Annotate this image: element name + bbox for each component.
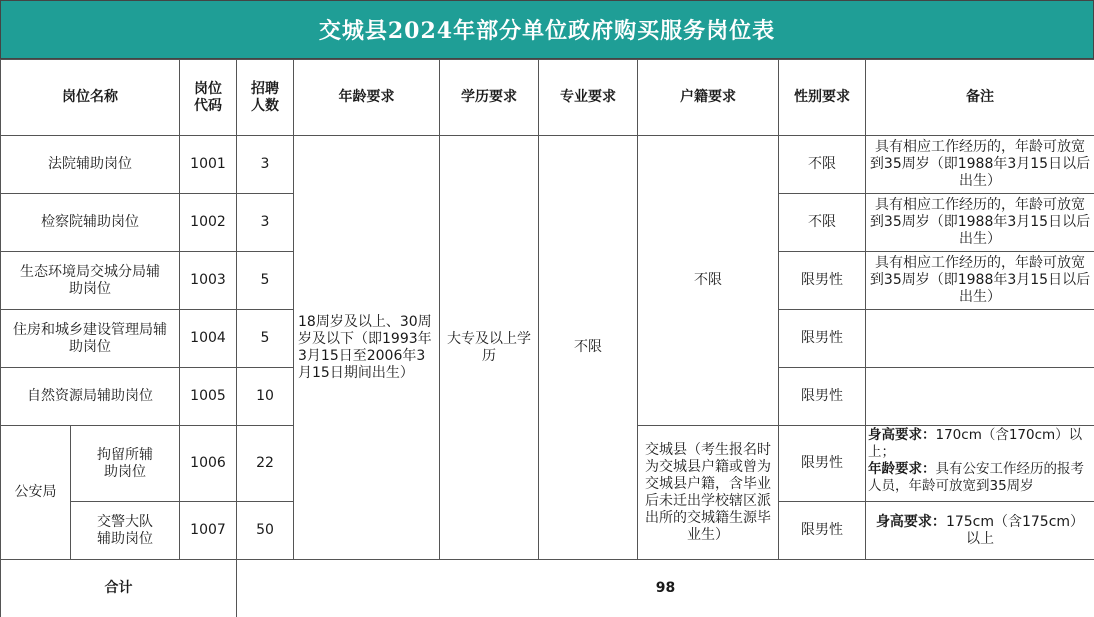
remark: 具有相应工作经历的，年龄可放宽到35周岁（即1988年3月15日以后出生） [866, 194, 1094, 252]
position-code: 1007 [180, 502, 237, 560]
header-code: 岗位代码 [180, 60, 237, 136]
remark: 具有相应工作经历的，年龄可放宽到35周岁（即1988年3月15日以后出生） [866, 252, 1094, 310]
hire-count: 22 [237, 426, 294, 502]
police-group-label: 公安局 [1, 426, 71, 560]
remark-text: 175cm（含175cm）以上 [945, 513, 1085, 547]
position-name: 住房和城乡建设管理局辅助岗位 [1, 310, 180, 368]
header-age: 年龄要求 [294, 60, 440, 136]
position-code: 1002 [180, 194, 237, 252]
position-name: 自然资源局辅助岗位 [1, 368, 180, 426]
position-code: 1003 [180, 252, 237, 310]
header-education: 学历要求 [440, 60, 539, 136]
gender-requirement: 限男性 [779, 502, 866, 560]
positions-table [0, 59, 1094, 617]
header-count: 招聘人数 [237, 60, 294, 136]
table-title: 交城县2024年部分单位政府购买服务岗位表 [0, 0, 1094, 59]
table-row [1, 136, 1094, 194]
hire-count: 3 [237, 136, 294, 194]
gender-requirement: 不限 [779, 136, 866, 194]
gender-requirement: 限男性 [779, 426, 866, 502]
position-name: 拘留所辅助岗位 [71, 426, 180, 502]
remark [866, 368, 1094, 426]
position-name: 法院辅助岗位 [1, 136, 180, 194]
header-gender: 性别要求 [779, 60, 866, 136]
major-requirement: 不限 [539, 136, 638, 560]
hukou-requirement-police: 交城县（考生报名时为交城县户籍或曾为交城县户籍，含毕业后未迁出学校辖区派出所的交城籍生源毕业生） [638, 426, 779, 560]
total-label: 合计 [1, 560, 237, 617]
remark [866, 426, 1094, 502]
remark-label: 身高要求： [868, 427, 936, 443]
position-name: 交警大队辅助岗位 [71, 502, 180, 560]
header-major: 专业要求 [539, 60, 638, 136]
remark [866, 310, 1094, 368]
position-name: 检察院辅助岗位 [1, 194, 180, 252]
position-code: 1001 [180, 136, 237, 194]
remark-label: 身高要求： [875, 513, 946, 530]
hire-count: 5 [237, 252, 294, 310]
position-code: 1004 [180, 310, 237, 368]
remark [866, 502, 1094, 560]
hire-count: 10 [237, 368, 294, 426]
gender-requirement: 限男性 [779, 310, 866, 368]
total-row [1, 560, 1094, 617]
position-code: 1005 [180, 368, 237, 426]
position-code: 1006 [180, 426, 237, 502]
education-requirement: 大专及以上学历 [440, 136, 539, 560]
header-remarks: 备注 [866, 60, 1094, 136]
hire-count: 50 [237, 502, 294, 560]
total-value: 98 [237, 560, 1094, 617]
gender-requirement: 限男性 [779, 368, 866, 426]
hire-count: 5 [237, 310, 294, 368]
position-name: 生态环境局交城分局辅助岗位 [1, 252, 180, 310]
gender-requirement: 限男性 [779, 252, 866, 310]
hire-count: 3 [237, 194, 294, 252]
hukou-requirement-general: 不限 [638, 136, 779, 426]
header-position-name: 岗位名称 [1, 60, 180, 136]
gender-requirement: 不限 [779, 194, 866, 252]
header-row [1, 60, 1094, 136]
remark-text: 具有公安工作经历的报考人员，年龄可放宽到35周岁 [868, 461, 1084, 494]
remark-label: 年龄要求： [868, 461, 936, 477]
age-requirement: 18周岁及以上、30周岁及以下（即1993年3月15日至2006年3月15日期间出生） [294, 136, 440, 560]
header-hukou: 户籍要求 [638, 60, 779, 136]
remark: 具有相应工作经历的，年龄可放宽到35周岁（即1988年3月15日以后出生） [866, 136, 1094, 194]
remark-text: 170cm（含170cm）以上； [868, 427, 1083, 460]
